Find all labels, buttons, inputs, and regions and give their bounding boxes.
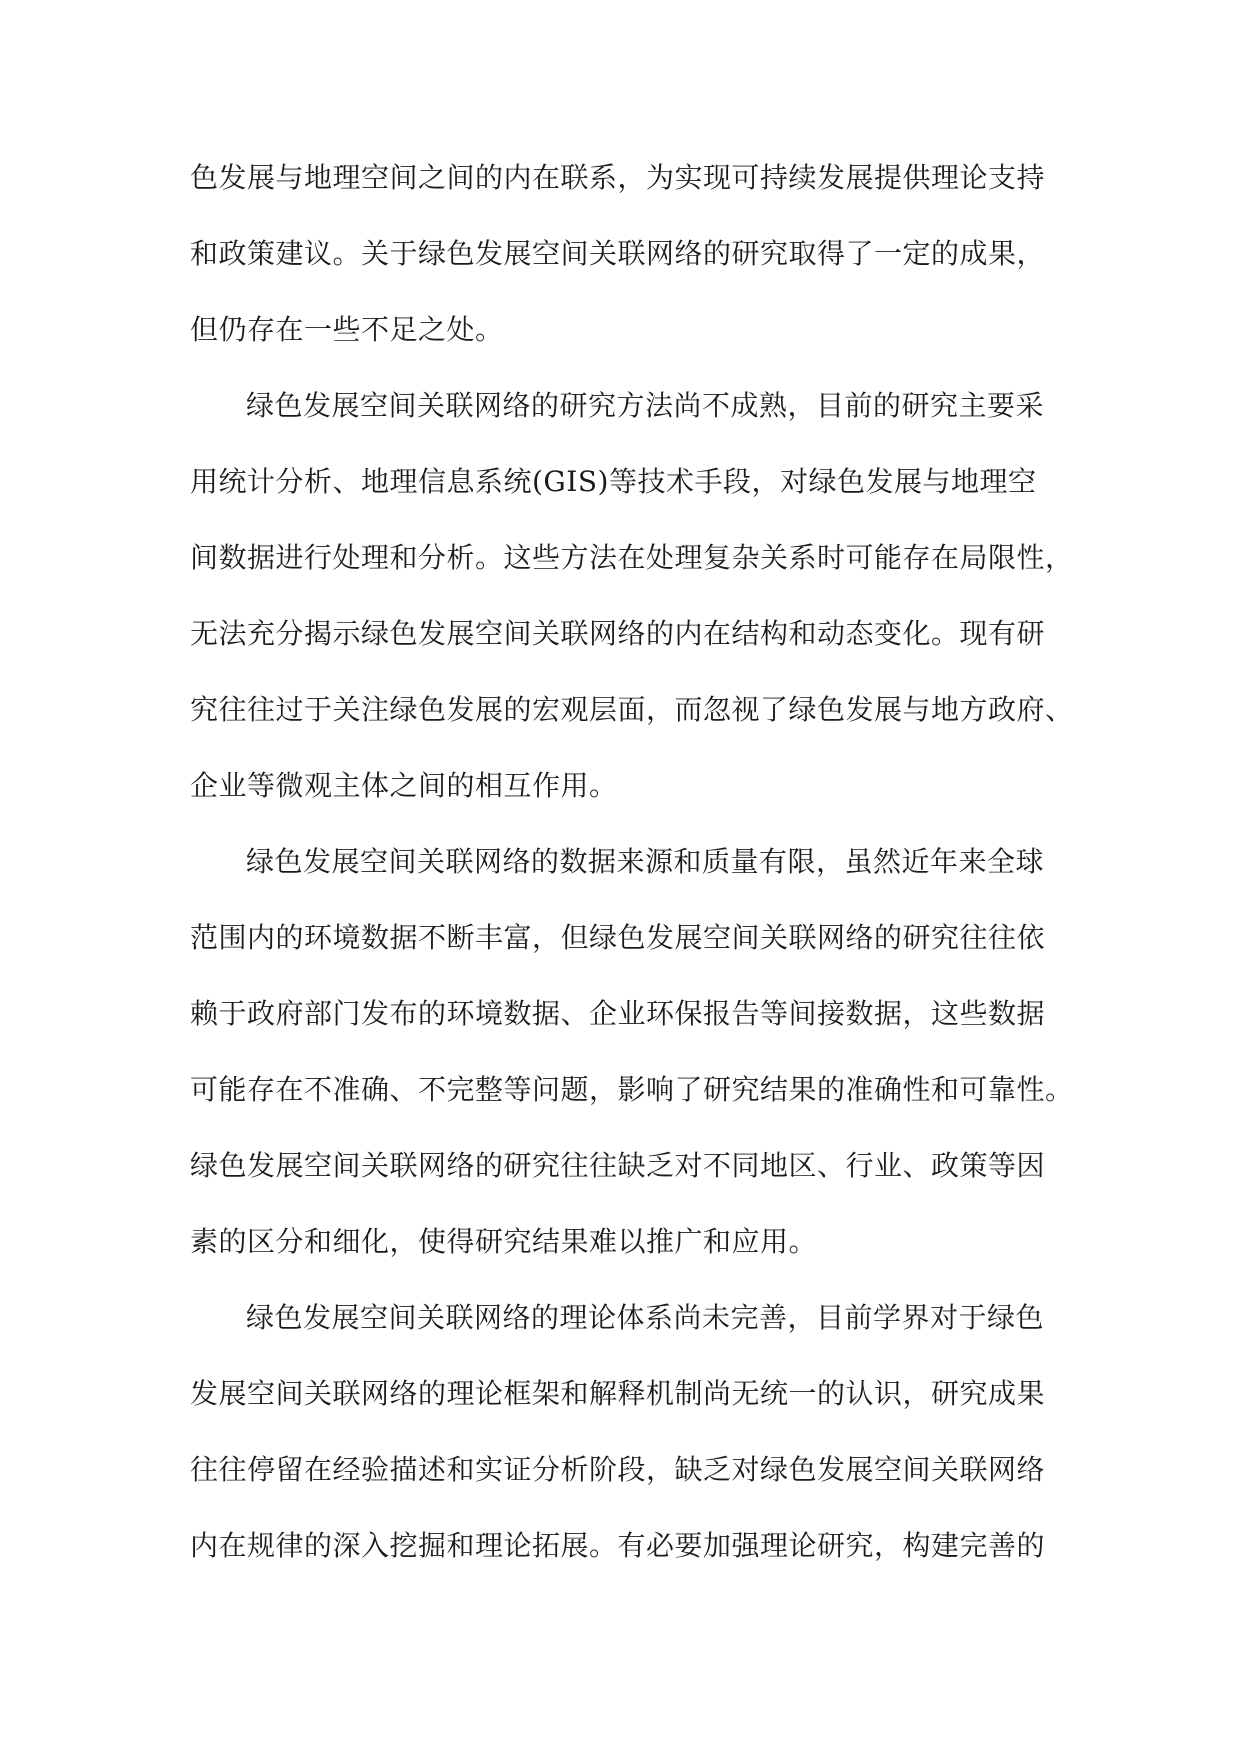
text-line: 内在规律的深入挖掘和理论拓展。有必要加强理论研究，构建完善的 [190, 1529, 1046, 1562]
paragraph-first-line: 绿色发展空间关联网络的理论体系尚未完善，目前学界对于绿色 [246, 1301, 1045, 1334]
text-line: 发展空间关联网络的理论框架和解释机制尚无统一的认识，研究成果 [190, 1377, 1046, 1410]
paragraph-first-line: 绿色发展空间关联网络的数据来源和质量有限，虽然近年来全球 [246, 845, 1045, 878]
text-line: 究往往过于关注绿色发展的宏观层面，而忽视了绿色发展与地方政府、 [190, 693, 1074, 726]
text-line: 间数据进行处理和分析。这些方法在处理复杂关系时可能存在局限性， [190, 541, 1074, 574]
text-line: 可能存在不准确、不完整等问题，影响了研究结果的准确性和可靠性。 [190, 1073, 1074, 1106]
text-line: 企业等微观主体之间的相互作用。 [190, 769, 618, 802]
text-line: 色发展与地理空间之间的内在联系，为实现可持续发展提供理论支持 [190, 161, 1046, 194]
text-line: 用统计分析、地理信息系统(GIS)等技术手段，对绿色发展与地理空 [190, 465, 1037, 498]
body-text [190, 140, 1074, 1584]
text-line: 绿色发展空间关联网络的研究往往缺乏对不同地区、行业、政策等因 [190, 1149, 1046, 1182]
text-line: 往往停留在经验描述和实证分析阶段，缺乏对绿色发展空间关联网络 [190, 1453, 1046, 1486]
text-line: 但仍存在一些不足之处。 [190, 313, 504, 346]
text-line: 无法充分揭示绿色发展空间关联网络的内在结构和动态变化。现有研 [190, 617, 1046, 650]
text-line: 素的区分和细化，使得研究结果难以推广和应用。 [190, 1225, 818, 1258]
text-line: 赖于政府部门发布的环境数据、企业环保报告等间接数据，这些数据 [190, 997, 1046, 1030]
text-line: 范围内的环境数据不断丰富，但绿色发展空间关联网络的研究往往依 [190, 921, 1046, 954]
text-line: 和政策建议。关于绿色发展空间关联网络的研究取得了一定的成果， [190, 237, 1046, 270]
paragraph-first-line: 绿色发展空间关联网络的研究方法尚不成熟，目前的研究主要采 [246, 389, 1045, 422]
